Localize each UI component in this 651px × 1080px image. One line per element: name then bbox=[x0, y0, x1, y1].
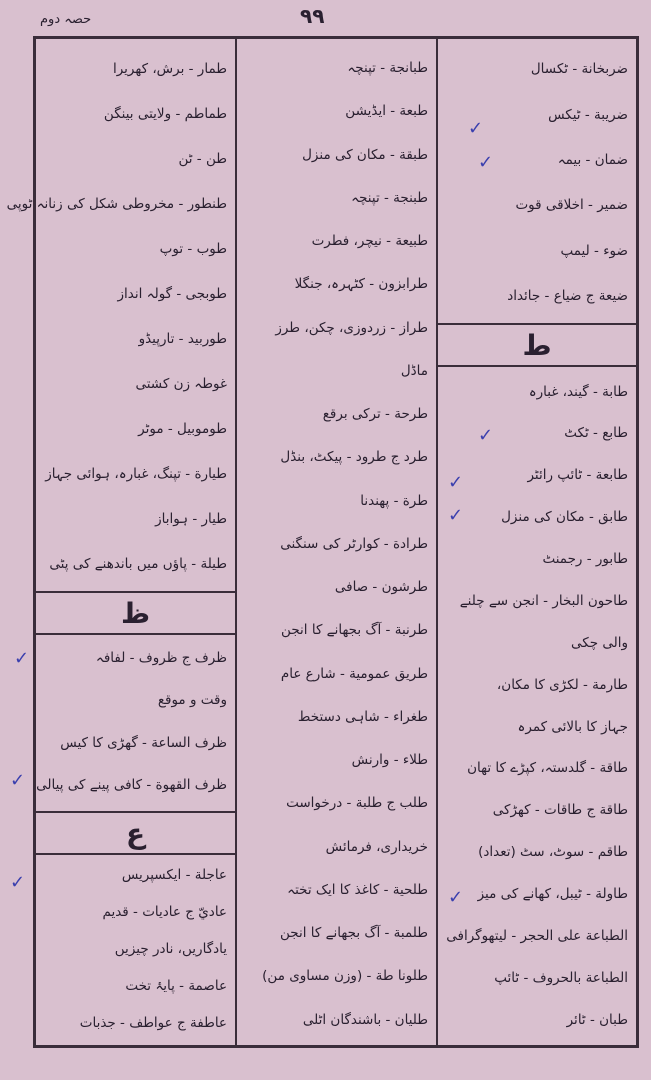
entry: طيلة - پاؤں میں باندھنے کی پٹی bbox=[49, 556, 227, 573]
entry: طابة - گیند، غبارہ bbox=[528, 383, 628, 400]
entry: طوربید - تارپیڈو bbox=[138, 331, 227, 348]
entry: الطباعة على الحجر - لیتھوگرافی bbox=[446, 927, 628, 944]
check-mark-icon: ✓ bbox=[14, 648, 30, 669]
entry: طيارة - تپنگ، غبارہ، ہوائی جہاز bbox=[45, 466, 227, 483]
entry: طرد ج طرود - پیکٹ، بنڈل bbox=[280, 449, 428, 466]
entry: طلحية - کاغذ کا ایک تختہ bbox=[287, 881, 428, 898]
entry: عاطفة ج عواطف - جذبات bbox=[79, 1015, 227, 1032]
ain-section bbox=[36, 857, 235, 1042]
entry: طوموبيل - موٹر bbox=[138, 421, 227, 438]
entry: طلب ج طلبة - درخواست bbox=[286, 795, 428, 812]
entry: طرنبة - آگ بجھانے کا انجن bbox=[281, 622, 428, 639]
entry: طابع - ٹکٹ bbox=[564, 425, 628, 442]
toa-continued-section bbox=[6, 47, 235, 587]
entry: ماڈل bbox=[400, 362, 428, 379]
mid-entries bbox=[237, 47, 436, 1042]
entry: ضمير - اخلاقی قوت bbox=[515, 197, 628, 214]
entry: طابق - مکان کی منزل bbox=[501, 509, 628, 526]
entry: ظرف الساعة - گھڑی کا کیس bbox=[60, 734, 227, 751]
entry: طيار - ہواباز bbox=[155, 511, 227, 528]
entry: طريق عمومية - شارع عام bbox=[280, 665, 428, 682]
entry: طبنجة - تپنچہ bbox=[351, 189, 428, 206]
entry: طنطور - مخروطی شکل کی زنانہ ٹوپی bbox=[6, 196, 227, 213]
entry: عاديّ ج عاديات - قدیم bbox=[102, 904, 227, 921]
entry: طماطم - ولایتی بینگن bbox=[103, 106, 227, 123]
three-column-frame bbox=[6, 36, 639, 1048]
entry: ضربخانة - ٹکسال bbox=[530, 61, 628, 78]
entry: طرابزون - کٹہرہ، جنگلا bbox=[294, 276, 428, 293]
entry: وقت و موقع bbox=[157, 692, 227, 709]
entry: طليان - باشندگان اٹلی bbox=[302, 1011, 428, 1028]
entry: یادگاریں، نادر چیزیں bbox=[114, 941, 227, 958]
entry: طغراء - شاہی دستخط bbox=[297, 708, 428, 725]
entry: طابور - رجمنٹ bbox=[542, 551, 628, 567]
entry: طلاء - وارنش bbox=[351, 752, 428, 769]
page-number: ۹۹ bbox=[300, 4, 325, 28]
check-mark-icon: ✓ bbox=[478, 425, 494, 446]
check-mark-icon: ✓ bbox=[478, 152, 494, 173]
entry: طبقة - مکان کی منزل bbox=[302, 146, 428, 163]
entry: طرة - پھندنا bbox=[360, 492, 428, 509]
entry: جہاز کا بالائی کمرہ bbox=[517, 718, 628, 735]
check-mark-icon: ✓ bbox=[10, 872, 26, 893]
entry: طابعة - ٹائپ رائٹر bbox=[527, 467, 628, 484]
entry: خریداری، فرمائش bbox=[325, 838, 428, 855]
zoa-section bbox=[36, 637, 235, 807]
column-left bbox=[6, 39, 235, 1045]
entry: طاقة - گلدستہ، کپڑے کا تھان bbox=[467, 760, 628, 777]
entry: ضمان - بیمہ bbox=[557, 151, 628, 168]
entry: طرادة - کوارٹر کی سنگنی bbox=[280, 535, 428, 552]
entry: طاحون البخار - انجن سے چلنے bbox=[459, 592, 628, 609]
entry: والی چکی bbox=[571, 634, 628, 651]
entry: طرحة - ترکی برقع bbox=[322, 406, 428, 423]
letter-heading-zoa: ظ bbox=[36, 591, 235, 635]
entry: طوبجی - گولہ انداز bbox=[117, 286, 227, 303]
entry: طاولة - ٹیبل، کھانے کی میز bbox=[477, 886, 628, 902]
entry: طرشون - صافی bbox=[334, 579, 428, 596]
column-right bbox=[436, 39, 636, 1045]
entry: عاجلة - ایکسپریس bbox=[121, 867, 227, 884]
check-mark-icon: ✓ bbox=[448, 505, 464, 526]
part-label: حصہ دوم bbox=[40, 12, 92, 27]
entry: عاصمة - پایۂ تخت bbox=[125, 978, 227, 995]
entry: طبانجة - تپنچہ bbox=[347, 60, 428, 77]
letter-heading-ain: ع bbox=[36, 811, 235, 855]
toa-section bbox=[438, 371, 636, 1041]
entry: طاقة ج طاقات - کھڑکی bbox=[492, 802, 628, 819]
column-middle bbox=[235, 39, 436, 1045]
zad-section bbox=[438, 47, 636, 319]
check-mark-icon: ✓ bbox=[468, 118, 484, 139]
entry: طارمة - لکڑی کا مکان، bbox=[496, 676, 628, 693]
entry: طبعة - ایڈیشن bbox=[345, 103, 428, 120]
entry: طراز - زردوزی، چکن، طرز bbox=[275, 319, 428, 336]
page-header bbox=[0, 4, 651, 34]
entry: طبان - ٹائر bbox=[566, 1011, 628, 1028]
letter-heading-toa: ط bbox=[438, 323, 636, 367]
entry: طبيعة - نیچر، فطرت bbox=[311, 233, 428, 250]
entry: ضوء - لیمپ bbox=[560, 242, 628, 259]
entry: طن - ٹن bbox=[178, 151, 227, 168]
entry: طاقم - سوٹ، سٹ (تعداد) bbox=[478, 844, 628, 861]
entry: طلمبة - آگ بجھانے کا انجن bbox=[279, 925, 428, 942]
entry: طلونا طة - (وزن مساوی من) bbox=[262, 968, 428, 985]
entry: غوطہ زن کشتی bbox=[135, 376, 227, 393]
entry: ضيعة ج ضياع - جائداد bbox=[507, 287, 628, 304]
entry: ضريبة - ٹیکس bbox=[548, 106, 628, 123]
entry: الطباعة بالحروف - ٹائپ bbox=[494, 969, 628, 986]
entry: ظرف القهوة - کافی پینے کی پیالی bbox=[36, 777, 227, 794]
entry: ظرف ج ظروف - لفافہ bbox=[95, 649, 227, 666]
entry: طوب - توپ bbox=[159, 241, 227, 258]
check-mark-icon: ✓ bbox=[448, 472, 464, 493]
check-mark-icon: ✓ bbox=[448, 887, 464, 908]
check-mark-icon: ✓ bbox=[10, 770, 26, 791]
entry: طمار - برش، کھریرا bbox=[112, 61, 227, 78]
